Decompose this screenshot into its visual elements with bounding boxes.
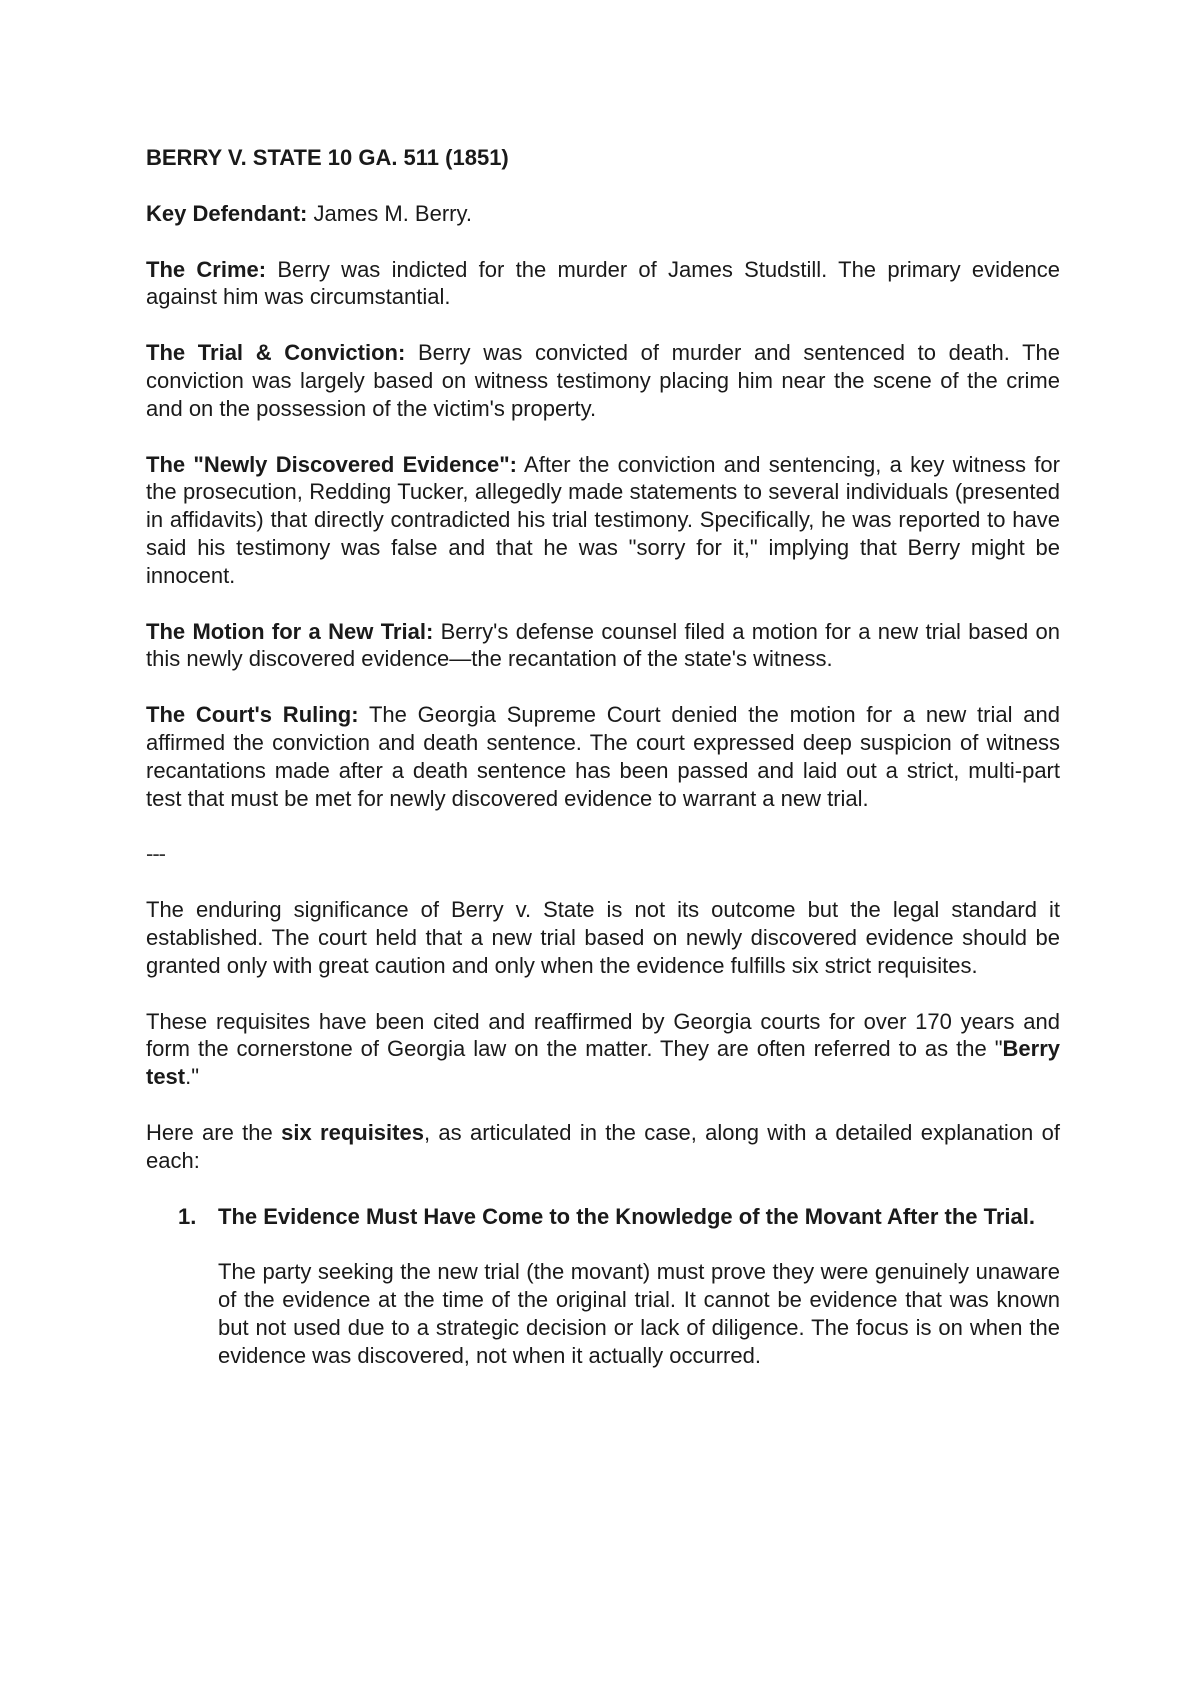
fact-trial-conviction xyxy=(146,339,1060,422)
berry-test-term: Berry test xyxy=(146,1036,1060,1090)
fact-text: Berry's defense counsel filed a motion for a new trial based on this newly discovered evidence—the recantation of the state's witness. xyxy=(146,618,1061,672)
reaffirmed-paragraph xyxy=(146,1008,1060,1091)
six-requisites-term: six requisites xyxy=(281,1119,424,1145)
fact-label: The Court's Ruling: xyxy=(146,702,359,728)
requisite-body: The party seeking the new trial (the movant) must prove they were genuinely unaware of the evidence at the time of the original trial. It cannot be evidence that was known but not used due to a strategic decision or lack of diligence. The focus is on when the evidence was discovered, not when it actually occurred. xyxy=(218,1259,1060,1368)
fact-label: The Trial & Conviction: xyxy=(146,340,406,366)
fact-newly-discovered-evidence xyxy=(146,451,1060,590)
fact-crime xyxy=(146,256,1060,312)
intro-text-end: , as articulated in the case, along with a detailed explanation of each: xyxy=(146,1119,1060,1173)
fact-text: James M. Berry. xyxy=(307,200,472,226)
fact-label: The Crime: xyxy=(146,256,267,282)
fact-text: Berry was indicted for the murder of James Studstill. The primary evidence against him was circumstantial. xyxy=(146,256,1060,310)
requisites-intro xyxy=(146,1119,1060,1175)
requisites-list xyxy=(146,1203,1060,1370)
requisite-number: 1. xyxy=(178,1203,197,1229)
section-separator: --- xyxy=(146,841,165,867)
significance-paragraph: The enduring significance of Berry v. State is not its outcome but the legal standard it established. The court held that a new trial based on newly discovered evidence should be granted only with great caution and only when the evidence fulfills six strict requisites. xyxy=(146,897,1060,978)
fact-court-ruling xyxy=(146,701,1060,812)
fact-motion-new-trial xyxy=(146,618,1060,674)
fact-text: The Georgia Supreme Court denied the motion for a new trial and affirmed the conviction and death sentence. The court expressed deep suspicion of witness recantations made after a death sentence has been passed and laid out a strict, multi-part test that must be met for newly discovered evidence to warrant a new trial. xyxy=(146,702,1061,811)
fact-label: Key Defendant: xyxy=(146,200,308,226)
document-page xyxy=(146,144,1060,1398)
reaffirmed-text: These requisites have been cited and reaffirmed by Georgia courts for over 170 years and form the cornerstone of Georgia law on the matter. They are often referred to as the " xyxy=(146,1008,1060,1062)
fact-key-defendant xyxy=(146,200,1060,228)
fact-text: After the conviction and sentencing, a key witness for the prosecution, Redding Tucker, allegedly made statements to several individuals (presented in affidavits) that directly contradicted his trial testimony. Specifically, he was reported to have said his testimony was false and that he was "sorry for it," implying that Berry might be innocent. xyxy=(146,451,1060,588)
fact-label: The Motion for a New Trial: xyxy=(146,618,434,644)
reaffirmed-text-end: ." xyxy=(185,1064,200,1090)
fact-text: Berry was convicted of murder and sentenced to death. The conviction was largely based on witness testimony placing him near the scene of the crime and on the possession of the victim's property. xyxy=(146,340,1060,421)
case-title: BERRY V. STATE 10 GA. 511 (1851) xyxy=(146,145,509,170)
intro-text: Here are the xyxy=(146,1119,282,1145)
fact-label: The "Newly Discovered Evidence": xyxy=(146,451,517,477)
requisite-heading: The Evidence Must Have Come to the Knowledge of the Movant After the Trial. xyxy=(218,1203,1035,1229)
requisite-item xyxy=(146,1203,1060,1370)
